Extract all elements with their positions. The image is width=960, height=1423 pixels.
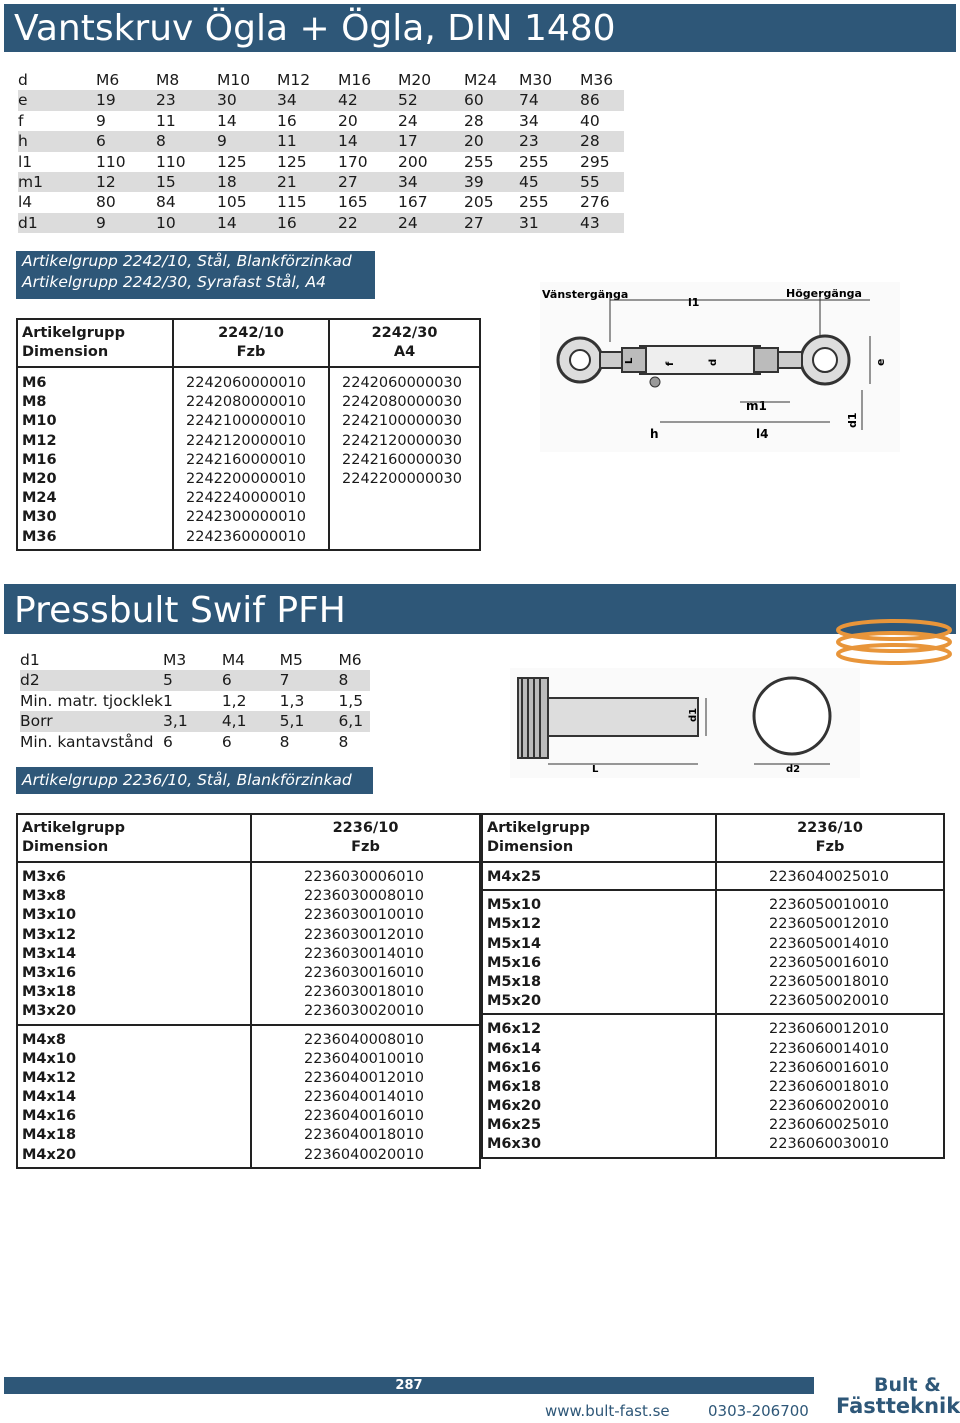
cell-value: 16 [277,213,338,233]
cell-line: M3x20 [22,1003,77,1020]
cell-line: 2242080000030 [342,394,462,411]
cell-line: M3x18 [22,984,77,1001]
header-label: Fzb [815,839,845,855]
cell-value: 12 [96,172,156,192]
cell-value: 170 [338,152,368,171]
cell-line: 2236040012010 [304,1069,424,1086]
cell-line: 2242160000010 [186,451,306,468]
cell-line: 2236060030010 [769,1136,889,1153]
header-label: Dimension [22,839,109,855]
cell-line: 2236050020010 [769,993,889,1010]
article-table-right [481,813,945,1159]
dimension-row [20,650,370,670]
section-title: Vantskruv Ögla + Ögla, DIN 1480 [14,8,616,49]
cell-line: 2236030020010 [304,1003,424,1020]
cell-value: 15 [156,172,217,192]
row-label: Borr [20,711,163,731]
cell-value: 20 [464,131,519,151]
cell-line: M8 [22,394,47,411]
dimension-row [18,213,624,233]
left-thread-label: Vänstergänga [542,288,629,301]
dimension-table [18,70,624,233]
section-title-bar [4,4,956,52]
cell-value: 39 [464,172,519,192]
dimension-row [20,732,370,752]
cell-value: 27 [464,213,519,233]
row-label: d [18,71,28,89]
page-number-bar [4,1377,814,1394]
cell-line: 2236040010010 [304,1050,424,1067]
row-label: d1 [20,651,40,669]
cell-line: 2242240000010 [186,490,306,507]
cell-value: 200 [398,152,428,171]
cell-line: 2242060000010 [186,375,306,391]
cell-value: 110 [156,152,186,171]
cell-line: 2242120000030 [342,432,462,449]
cell-line: M3x12 [22,926,77,943]
cell-value: M5 [279,651,303,669]
cell-value: 23 [156,90,217,110]
cell-value: 80 [96,193,116,212]
cell-line: 2236050012010 [769,916,889,933]
cell-value: M6 [96,71,120,89]
cell-value: 8 [279,732,290,751]
cell-value: 125 [217,152,247,171]
cell-value: 1,5 [338,691,364,710]
article-group-line: Artikelgrupp 2236/10, Stål, Blankförzinkad [22,771,352,789]
cell-line: 2236030008010 [304,888,424,905]
cell-value: 43 [580,213,624,233]
cell-value: M36 [580,71,614,89]
dimension-row [18,152,624,172]
article-group-line: Artikelgrupp 2242/30, Syrafast Stål, A4 [22,273,327,291]
cell-line: 2236030010010 [304,907,424,924]
cell-value: 3,1 [163,711,222,731]
cell-value: 165 [338,193,368,212]
cell-value: 255 [519,193,549,212]
cell-line: 2236050016010 [769,954,889,971]
cell-line: M3x14 [22,945,77,962]
cell-value: 125 [277,152,307,171]
code-column [716,890,944,1014]
cell-line: 2242300000010 [186,509,306,526]
cell-value: M30 [519,71,553,89]
cell-line: M3x16 [22,964,77,981]
header-label: Artikelgrupp [22,820,125,836]
phone-number: 0303-206700 [708,1402,809,1420]
code-column [173,367,329,550]
cell-line: 2236040020010 [304,1146,424,1163]
cell-line: 2242100000010 [186,413,306,430]
cell-value: 40 [580,111,600,130]
cell-line: 2236060016010 [769,1059,889,1076]
cell-line: M4x10 [22,1050,77,1067]
article-table-left [16,813,481,1169]
cell-line: M4x25 [487,869,542,885]
cell-line: M6x16 [487,1059,542,1076]
code-column [329,367,480,550]
cell-value: 11 [156,111,176,130]
cell-line: M4x18 [22,1127,77,1144]
dimension-row [18,90,624,110]
row-label: d1 [18,213,96,233]
dim-label-l: L [624,357,635,364]
cell-line: M5x16 [487,954,542,971]
cell-line: M3x8 [22,888,66,905]
row-label: l4 [18,193,33,212]
cell-value: 1,3 [279,691,305,710]
cell-line: M10 [22,413,57,430]
cell-line: M20 [22,470,57,487]
cell-line: 2236040008010 [304,1031,424,1048]
cell-value: M24 [464,71,498,89]
cell-line: 2236040014010 [304,1089,424,1106]
cell-line: 2236060018010 [769,1078,889,1095]
cell-value: 11 [277,131,338,151]
cell-value: 6 [163,732,173,751]
code-column [251,1025,480,1168]
dim-label-d2: d2 [786,764,801,775]
turnbuckle-diagram [540,282,900,452]
cell-value: 60 [464,90,519,110]
cell-line: 2236030006010 [304,869,424,885]
cell-value: 205 [464,193,494,212]
cell-value: M10 [217,71,251,89]
cell-value: 21 [277,172,338,192]
cell-line: 2236060012010 [769,1021,889,1038]
row-label: e [18,90,96,110]
cell-line: 2236060020010 [769,1098,889,1115]
cell-line: M6x12 [487,1021,542,1038]
cell-value: M20 [398,71,432,89]
cell-value: 86 [580,90,624,110]
cell-line: M30 [22,509,57,526]
cell-value: 23 [519,131,580,151]
dim-label-d1: d1 [688,707,699,722]
cell-value: 4,1 [222,711,280,731]
cell-value: 17 [398,131,464,151]
page-number: 287 [395,1378,423,1393]
cell-value: 19 [96,90,156,110]
cell-value: 115 [277,193,307,212]
cell-line: M4x8 [22,1031,66,1048]
cell-line: M5x18 [487,973,542,990]
cell-value: 28 [580,131,624,151]
cell-value: 105 [217,193,247,212]
cell-value: 255 [519,152,549,171]
header-label: Artikelgrupp [22,325,125,341]
row-label: Min. matr. tjocklek [20,691,164,710]
cell-value: 42 [338,90,398,110]
cell-value: 7 [280,670,339,690]
cell-line: 2236040018010 [304,1127,424,1144]
cell-value: 20 [338,111,358,130]
cell-line: M4x20 [22,1146,77,1163]
cell-line: M3x6 [22,869,66,885]
code-column [716,1014,944,1157]
cell-value: M12 [277,71,311,89]
cell-value: 9 [96,213,156,233]
cell-value: 22 [338,213,398,233]
header-label: 2236/10 [797,820,863,836]
dimension-column [17,367,173,550]
cell-value: M4 [221,651,246,669]
cell-value: 14 [338,131,398,151]
dim-label-d: d [708,358,719,366]
header-label: 2242/10 [218,325,284,341]
cell-value: 1 [163,691,173,710]
company-logo-rings [832,616,956,670]
cell-value: 5 [163,670,222,690]
cell-line: 2236030016010 [304,964,424,981]
header-label: Fzb [236,344,266,360]
cell-line: 2242200000010 [186,470,306,487]
cell-value: M3 [163,651,187,669]
code-column [251,862,480,1025]
cell-value: 9 [96,111,106,130]
cell-line: 2236030018010 [304,984,424,1001]
cell-line [342,489,479,508]
cell-value: 276 [580,193,610,212]
header-label: 2236/10 [332,820,399,836]
cell-line: 2236050018010 [769,973,889,990]
row-label: f [18,111,24,130]
cell-line: M5x12 [487,916,542,933]
cell-value: 6 [222,670,280,690]
cell-line: 2236040016010 [304,1108,424,1125]
cell-value: 14 [217,111,237,130]
cell-value: 9 [217,131,277,151]
cell-line: M36 [22,528,57,545]
cell-value: 27 [338,172,398,192]
cell-line: M16 [22,451,57,468]
cell-value: 8 [338,732,349,751]
cell-line: 2236050010010 [769,897,889,914]
cell-value: 5,1 [280,711,339,731]
article-group-box [16,251,375,299]
dim-label-f: f [665,361,676,366]
cell-value: 255 [464,152,494,171]
cell-value: 110 [96,152,126,171]
press-bolt-diagram [510,668,860,778]
right-thread-label: Högergänga [786,287,862,300]
cell-value: 30 [217,90,277,110]
dimension-table [20,650,370,752]
cell-value: 8 [156,131,217,151]
dim-label-m1: m1 [746,399,767,413]
dim-label-h: h [650,427,659,441]
cell-value: 18 [217,172,277,192]
cell-value: 6 [221,732,232,751]
dimension-column [17,1025,251,1168]
cell-line: 2242100000030 [342,413,462,430]
dim-label-e: e [874,358,887,366]
dimension-column [482,1014,716,1157]
cell-line: M5x14 [487,935,542,952]
header-label: Artikelgrupp [487,820,590,836]
header-label: Dimension [22,344,109,360]
cell-value: 55 [580,172,624,192]
dimension-row [18,70,624,90]
dimension-row [20,691,370,711]
cell-line: M4x16 [22,1108,77,1125]
cell-line: M24 [22,490,57,507]
cell-line [342,508,479,527]
code-column [716,862,944,890]
cell-value: 34 [519,111,539,130]
header-label: Fzb [351,839,380,855]
cell-value: 14 [217,213,277,233]
row-label: Min. kantavstånd [20,732,154,751]
cell-value: 1,2 [221,691,247,710]
dimension-row [18,111,624,131]
cell-value: 24 [398,213,464,233]
cell-value: 52 [398,90,464,110]
cell-line: M6 [22,375,47,391]
cell-value: 45 [519,172,580,192]
cell-line: 2236030014010 [304,945,424,962]
cell-value: 167 [398,193,428,212]
cell-value: 10 [156,213,217,233]
cell-line: 2242160000030 [342,451,462,468]
cell-value: 28 [464,111,484,130]
cell-line: M6x18 [487,1078,542,1095]
section-title-bar [4,584,956,634]
cell-value: M8 [156,71,180,89]
article-group-line: Artikelgrupp 2242/10, Stål, Blankförzinkad [22,252,352,270]
dimension-row [18,131,624,151]
cell-value: 34 [277,90,338,110]
header-label: 2242/30 [371,325,438,341]
cell-value: 74 [519,90,580,110]
cell-line: 2236060025010 [769,1117,889,1134]
cell-line: 2242200000030 [342,470,462,487]
cell-line: M3x10 [22,907,77,924]
dimension-column [482,862,716,890]
logo-text-line2: Fästteknik [836,1394,960,1418]
dimension-row [18,172,624,192]
logo-text-line1: Bult & [874,1374,941,1396]
cell-value: 295 [580,152,610,171]
header-label: Dimension [487,839,574,855]
cell-line: 2236040025010 [769,869,889,885]
article-group-box [16,767,373,794]
cell-value: M16 [338,71,372,89]
cell-line: 2242360000010 [186,528,306,545]
cell-line: M5x20 [487,993,542,1010]
cell-line: M4x14 [22,1089,77,1106]
dimension-column [17,862,251,1025]
row-label: m1 [18,172,96,192]
cell-value: 24 [398,111,418,130]
row-label: d2 [20,670,163,690]
dim-label-L: L [592,764,599,775]
section-title: Pressbult Swif PFH [14,590,346,631]
cell-value: 16 [277,111,297,130]
cell-line: M6x14 [487,1040,542,1057]
cell-line: M4x12 [22,1069,77,1086]
row-label: l1 [18,152,33,171]
dim-label-d1: d1 [846,412,859,428]
cell-line: M6x20 [487,1098,542,1115]
cell-value: 6,1 [338,711,370,731]
cell-line: 2236050014010 [769,935,889,952]
dimension-column [482,890,716,1014]
cell-line: M6x30 [487,1136,542,1153]
dimension-row [18,192,624,212]
cell-line: 2242080000010 [186,394,306,411]
cell-line [342,528,479,547]
cell-line: 2236060014010 [769,1040,889,1057]
dim-label-l4: l4 [756,427,769,441]
cell-line: 2242060000030 [342,375,462,391]
cell-line: M12 [22,432,57,449]
row-label: h [18,131,96,151]
cell-value: 8 [338,670,370,690]
cell-value: M6 [338,651,362,669]
article-table [16,318,481,551]
cell-value: 6 [96,131,156,151]
header-label: A4 [393,344,416,360]
cell-value: 31 [519,213,580,233]
website-link[interactable]: www.bult-fast.se [545,1402,670,1420]
cell-line: M5x10 [487,897,542,914]
dimension-row [20,711,370,731]
dim-label-l1: l1 [688,296,700,309]
cell-line: 2242120000010 [186,432,306,449]
cell-value: 84 [156,193,176,212]
cell-line: M6x25 [487,1117,542,1134]
dimension-row [20,670,370,690]
cell-line: 2236030012010 [304,926,424,943]
cell-value: 34 [398,172,464,192]
